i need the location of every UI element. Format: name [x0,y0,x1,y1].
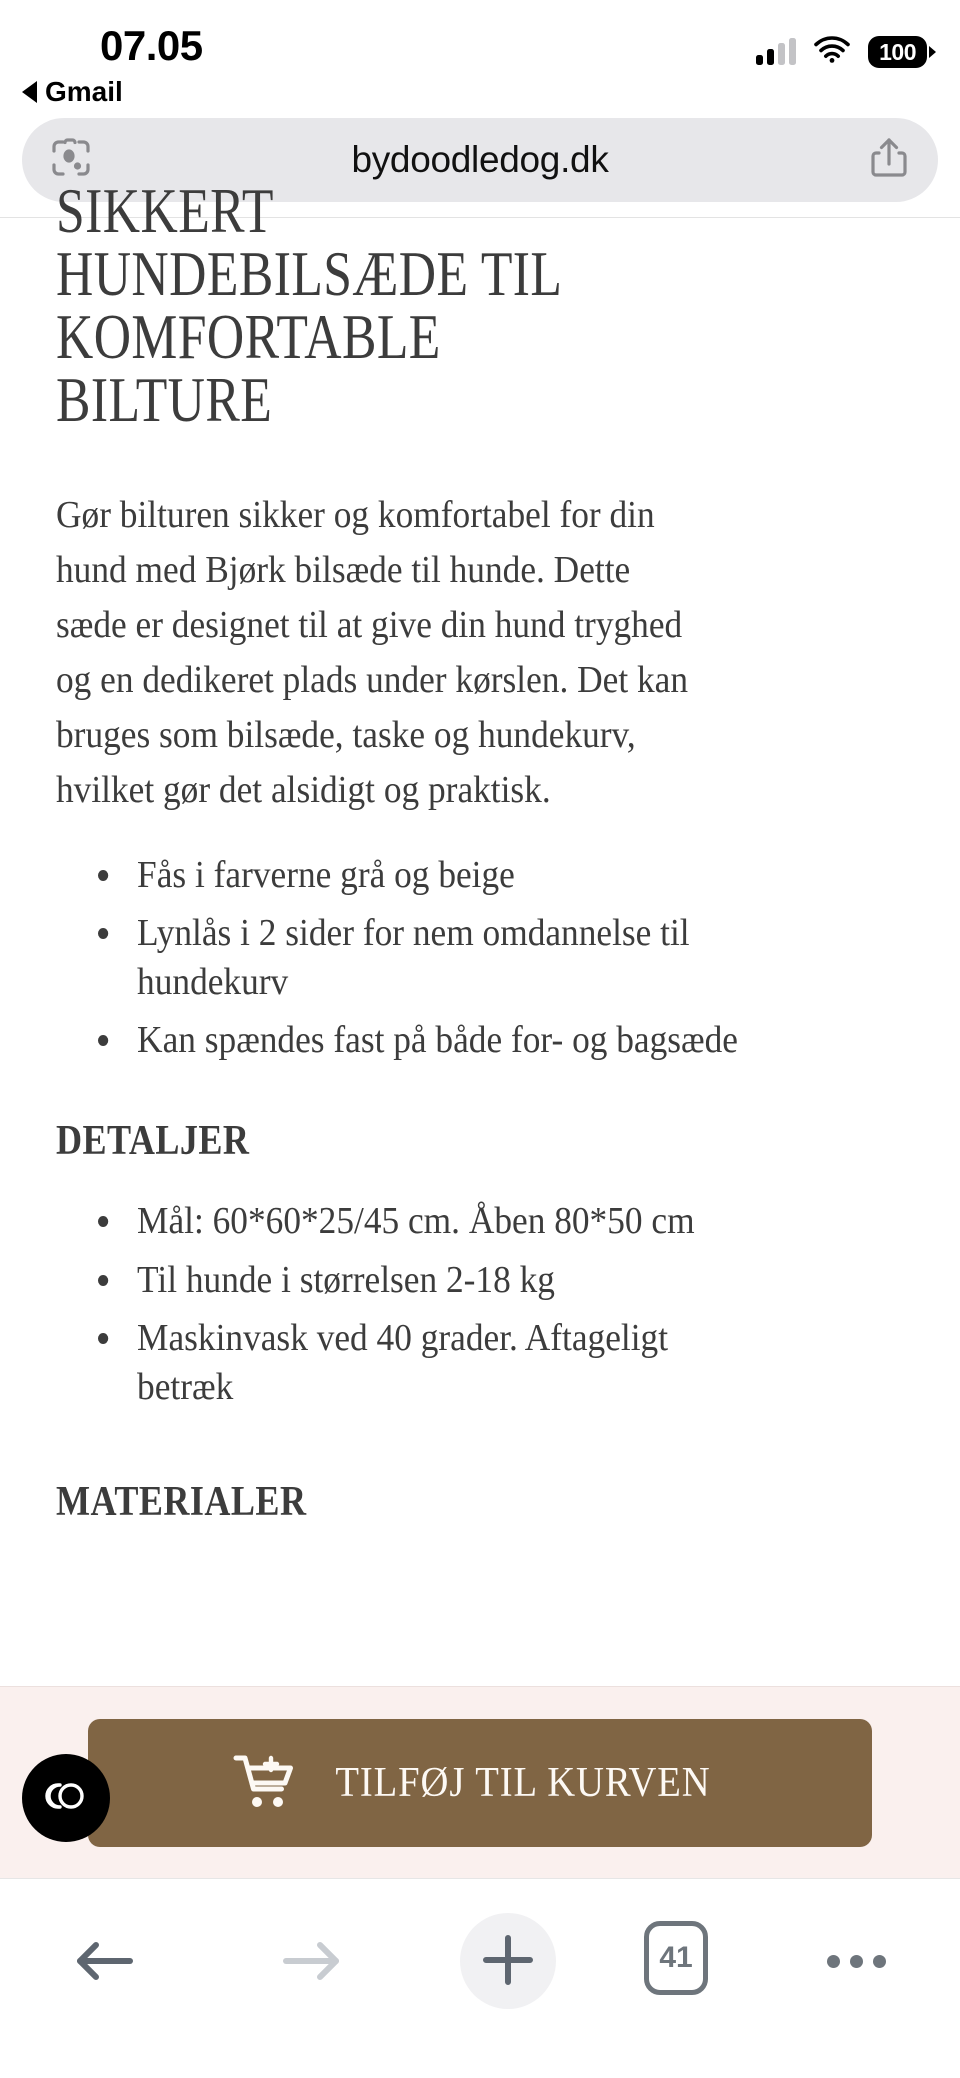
page-title-line-2: KOMFORTABLE [56,302,441,372]
add-to-cart-label: TILFØJ TIL KURVEN [335,1759,711,1806]
tabs-count-label: 41 [659,1941,693,1974]
page-title [56,176,751,435]
cellular-signal-icon [756,39,796,65]
sticky-cart-bar [0,1686,960,1878]
list-item: Til hunde i størrelsen 2-18 kg [98,1256,768,1305]
share-icon[interactable] [866,135,912,186]
back-to-app-label: Gmail [45,76,123,107]
section-heading-details: DETALJER [56,1118,250,1165]
list-item: Lynlås i 2 sider for nem omdannelse til hundekurv [98,909,768,1006]
product-description: Gør bilturen sikker og komfortabel for din hund med Bjørk bilsæde til hunde. Dette sæde er designet til at give din hund tryghed og en dedikeret plads under kørslen. Det kan bruges som bilsæde, taske og hundekurv, hvilket gør det alsidigt og praktisk. [56,494,689,812]
section-heading-materials: MATERIALER [56,1478,307,1525]
page-title-line-1: HUNDEBILSÆDE TIL [56,239,563,309]
status-bar [0,0,960,108]
back-button[interactable] [44,1921,164,2001]
cookie-consent-button[interactable] [22,1754,110,1842]
status-time: 07.05 [100,22,203,69]
cookie-consent-icon [40,1770,92,1827]
status-indicators [756,36,936,68]
tabs-button[interactable] [644,1921,708,1995]
page-title-line-clipped: SIKKERT [56,176,274,246]
plus-icon [480,1932,536,1991]
url-text[interactable]: bydoodledog.dk [351,139,609,180]
wifi-icon [814,36,850,68]
battery-percent-label: 100 [879,38,916,65]
new-tab-button[interactable] [460,1913,556,2009]
battery-icon [868,36,936,68]
forward-button[interactable] [252,1921,372,2001]
list-item: Fås i farverne grå og beige [98,851,768,900]
product-feature-list [56,851,904,1066]
list-item: Maskinvask ved 40 grader. Aftageligt betræk [98,1314,768,1411]
list-item: Kan spændes fast på både for- og bagsæde [98,1016,768,1065]
page-content [0,176,960,1878]
arrow-right-icon [280,1935,344,1987]
back-to-app-link[interactable] [22,76,123,108]
list-item: Mål: 60*60*25/45 cm. Åben 80*50 cm [98,1197,768,1246]
browser-toolbar [0,1878,960,2078]
cart-plus-icon [233,1752,295,1813]
back-caret-icon [22,81,37,103]
more-options-button[interactable] [796,1921,916,2001]
product-detail-list [56,1197,904,1412]
page-title-line-3: BILTURE [56,365,273,435]
arrow-left-icon [72,1935,136,1987]
add-to-cart-button[interactable] [88,1719,872,1847]
more-horizontal-icon [827,1955,886,1968]
